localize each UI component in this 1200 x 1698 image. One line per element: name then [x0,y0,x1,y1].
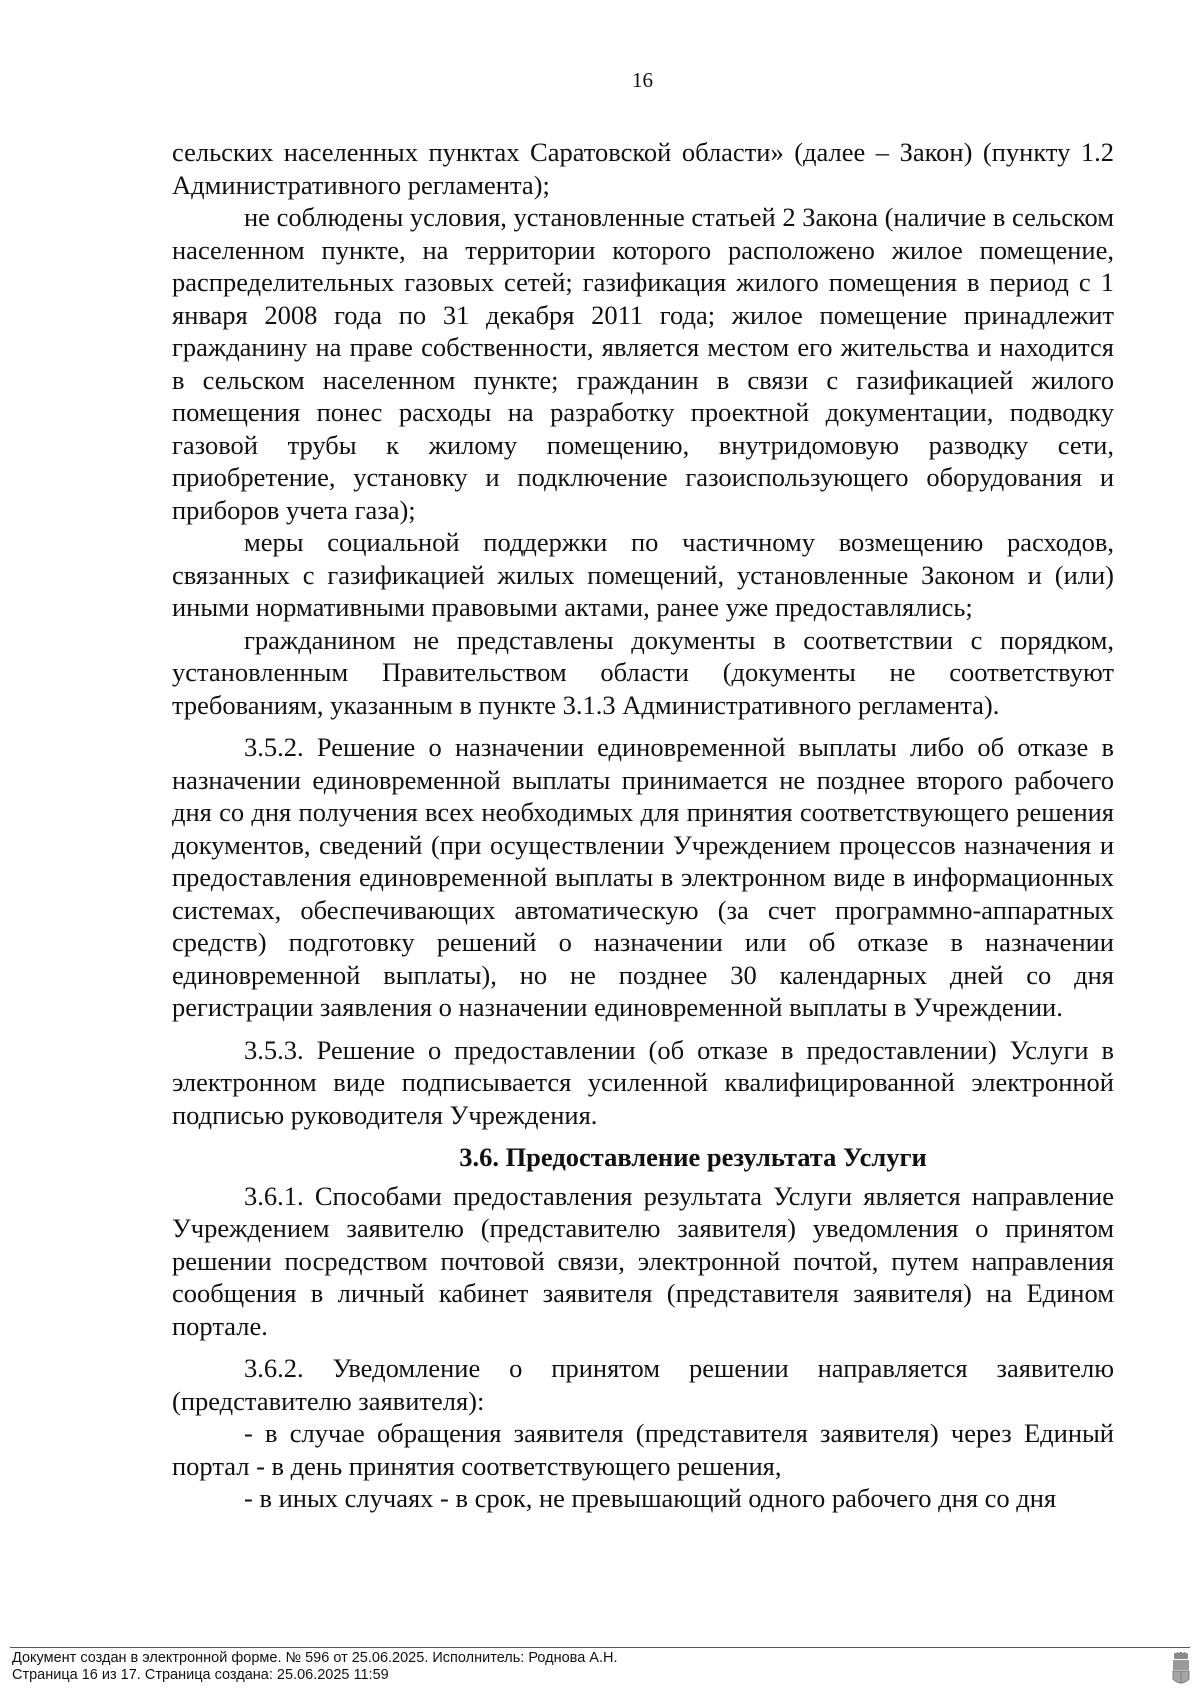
list-item-single-portal: - в случае обращения заявителя (представителя заявителя) через Единый портал - в день принятия соответствующего решения, [172,1418,1114,1481]
paragraph-3-5-2: 3.5.2. Решение о назначении единовременной выплаты либо об отказе в назначении единовременной выплаты принимается не позднее второго рабочего дня со дня получения всех необходимых для принятия соответствующего решения документов, сведений (при осуществлении Учреждением процессов назначения и предоставления единовременной выплаты в электронном виде в информационных системах, обеспечивающих автоматическую (за счет программно-аппаратных средств) подготовку решений о назначении или об отказе в назначении единовременной выплаты), но не позднее 30 календарных дней со дня регистрации заявления о назначении единовременной выплаты в Учреждении. [172,732,1114,1022]
coat-of-arms-icon [1170,1652,1192,1688]
list-item-other-cases: - в иных случаях - в срок, не превышающий одного рабочего дня со дня [244,1483,1057,1513]
paragraph-3-5-3: 3.5.3. Решение о предоставлении (об отказе в предоставлении) Услуги в электронном виде подписывается усиленной квалифицированной электронной подписью руководителя Учреждения. [172,1034,1114,1130]
paragraph-conditions-not-met: не соблюдены условия, установленные статьей 2 Закона (наличие в сельском населенном пункте, на территории которого расположено жилое помещение, распределительных газовых сетей; газификация жилого помещения в период с 1 января 2008 года по 31 декабря 2011 года; жилое помещение принадлежит гражданину на праве собственности, является местом его жительства и находится в сельском населенном пункте; гражданин в связи с газификацией жилого помещения понес расходы на разработку проектной документации, подводку газовой трубы к жилому помещению, внутридомовую разводку сети, приобретение, установку и подключение газоиспользующего оборудования и приборов учета газа); [172,202,1115,525]
paragraph-3-6-2: 3.6.2. Уведомление о принятом решении направляется заявителю (представителю заявителя): [172,1353,1114,1416]
footer-document-info: Документ создан в электронной форме. № 596 от 25.06.2025. Исполнитель: Роднова А.Н. [12,1650,618,1666]
footer-divider [10,1647,1190,1648]
footer-page-info: Страница 16 из 17. Страница создана: 25.06.2025 11:59 [12,1667,389,1683]
paragraph-3-6-1: 3.6.1. Способами предоставления результата Услуги является направление Учреждением заявителю (представителю заявителя) уведомления о принятом решении посредством почтовой связи, электронной почтой, путем направления сообщения в личный кабинет заявителя (представителя заявителя) на Едином портале. [172,1180,1114,1341]
section-heading-3-6: 3.6. Предоставление результата Услуги [459,1142,927,1172]
paragraph-support-already-provided: меры социальной поддержки по частичному возмещению расходов, связанных с газификацией жилых помещений, установленные Законом и (или) иными нормативными правовыми актами, ранее уже предоставлялись; [172,527,1114,622]
paragraph-continuation: сельских населенных пунктах Саратовской области» (далее – Закон) (пункту 1.2 Административного регламента); [172,137,1114,200]
paragraph-documents-not-provided: гражданином не представлены документы в соответствии с порядком, установленным Правительством области (документы не соответствуют требованиям, указанным в пункте 3.1.3 Административного регламента). [172,624,1114,720]
page-number: 16 [632,68,653,92]
document-body [172,136,1114,1515]
document-footer [12,1650,1132,1684]
